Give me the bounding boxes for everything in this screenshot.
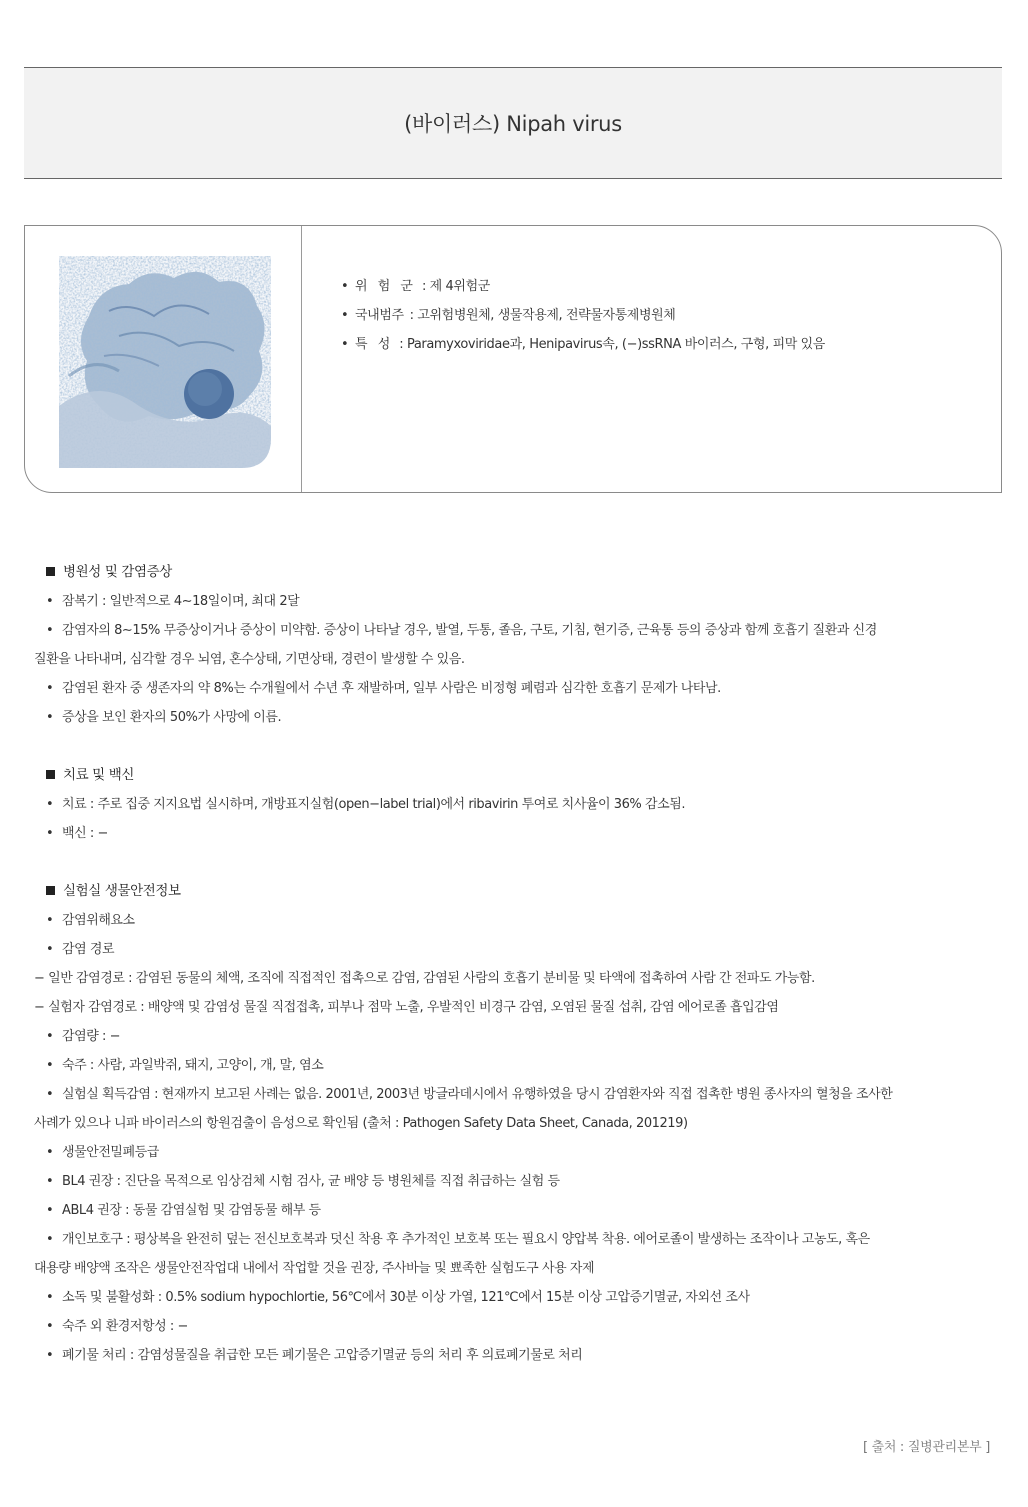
- square-bullet-icon: [46, 770, 55, 779]
- title-band: [24, 67, 1002, 179]
- section-pathogenicity: [34, 558, 976, 732]
- attribute-value: : 고위험병원체, 생물작용제, 전략물자통제병원체: [409, 308, 676, 323]
- virus-micrograph-image: [59, 256, 271, 468]
- section-treatment: [46, 761, 976, 848]
- text-line: • 숙주 외 환경저항성 : −: [46, 1319, 188, 1334]
- attribute-risk-group: [341, 272, 825, 301]
- section-heading: 치료 및 백신: [46, 761, 976, 790]
- content-body: [34, 558, 976, 1399]
- text-line: • 개인보호구 : 평상복을 완전히 덮는 전신보호복과 덧신 착용 후 추가적인 보호복 또는 필요시 양압복 착용. 에어로졸이 발생하는 조작이나 고농도, 혹은: [46, 1232, 870, 1247]
- text-line: • 실험실 획득감염 : 현재까지 보고된 사례는 없음. 2001년, 2003년 방글라데시에서 유행하였을 당시 감염환자와 직접 접촉한 병원 종사자의 혈청을 조사한: [46, 1087, 893, 1102]
- text-line: 대용량 배양액 조작은 생물안전작업대 내에서 작업할 것을 권장, 주사바늘 및 뾰족한 실험도구 사용 자제: [34, 1261, 595, 1276]
- attribute-characteristics: [341, 330, 825, 359]
- text-line: • 백신 : −: [46, 826, 108, 841]
- attribute-domestic-category: [341, 301, 825, 330]
- attribute-value: : 제 4위험군: [421, 279, 490, 294]
- text-line: • 소독 및 불활성화 : 0.5% sodium hypochlortie, 56℃에서 30분 이상 가열, 121℃에서 15분 이상 고압증기멸균, 자외선 조사: [46, 1290, 750, 1305]
- text-line: • 감염된 환자 중 생존자의 약 8%는 수개월에서 수년 후 재발하며, 일부 사람은 비정형 폐렴과 심각한 호흡기 문제가 나타남.: [46, 681, 721, 696]
- text-line: • ABL4 권장 : 동물 감염실험 및 감염동물 해부 등: [46, 1203, 321, 1218]
- page-title: (바이러스) Nipah virus: [404, 112, 622, 136]
- attribute-label: 특 성: [355, 337, 394, 352]
- attribute-label: 위 험 군: [355, 279, 416, 294]
- text-line: • 증상을 보인 환자의 50%가 사망에 이름.: [46, 710, 282, 725]
- bullet-icon: •: [341, 308, 349, 323]
- text-line: • 감염량 : −: [46, 1029, 121, 1044]
- square-bullet-icon: [46, 567, 55, 576]
- attribute-list: [341, 272, 825, 359]
- text-line: − 일반 감염경로 : 감염된 동물의 체액, 조직에 직접적인 접촉으로 감염, 감염된 사람의 호흡기 분비물 및 타액에 접촉하여 사람 간 전파도 가능함.: [34, 971, 815, 986]
- card-divider: [301, 226, 302, 492]
- attribute-value: : Paramyxoviridae과, Henipavirus속, (−)ssRNA 바이러스, 구형, 피막 있음: [399, 337, 825, 352]
- text-line: • 감염 경로: [46, 942, 115, 957]
- text-line: • BL4 권장 : 진단을 목적으로 임상검체 시험 검사, 균 배양 등 병원체를 직접 취급하는 실험 등: [46, 1174, 560, 1189]
- text-line: • 감염위해요소: [46, 913, 135, 928]
- info-card: [24, 225, 1002, 493]
- text-line: 질환을 나타내며, 심각할 경우 뇌염, 혼수상태, 기면상태, 경련이 발생할 수 있음.: [34, 652, 465, 667]
- text-line: − 실험자 감염경로 : 배양액 및 감염성 물질 직접접촉, 피부나 점막 노출, 우발적인 비경구 감염, 오염된 물질 섭취, 감염 에어로졸 흡입감염: [34, 1000, 779, 1015]
- bullet-icon: •: [341, 279, 349, 294]
- text-line: • 잠복기 : 일반적으로 4∼18일이며, 최대 2달: [46, 594, 300, 609]
- source-note: [ 출처 : 질병관리본부 ]: [862, 1440, 990, 1455]
- text-line: • 생물안전밀폐등급: [46, 1145, 159, 1160]
- section-lab-biosafety: [34, 877, 976, 1370]
- text-line: • 폐기물 처리 : 감염성물질을 취급한 모든 폐기물은 고압증기멸균 등의 처리 후 의료폐기물로 처리: [46, 1348, 583, 1363]
- text-line: • 치료 : 주로 집중 지지요법 실시하며, 개방표지실험(open−label trial)에서 ribavirin 투여로 치사율이 36% 감소됨.: [46, 797, 686, 812]
- text-line: • 숙주 : 사람, 과일박쥐, 돼지, 고양이, 개, 말, 염소: [46, 1058, 324, 1073]
- bullet-icon: •: [341, 337, 349, 352]
- section-heading: 병원성 및 감염증상: [46, 558, 976, 587]
- text-line: 사례가 있으나 니파 바이러스의 항원검출이 음성으로 확인됨 (출처 : Pathogen Safety Data Sheet, Canada, 201219): [34, 1116, 688, 1131]
- text-line: • 감염자의 8∼15% 무증상이거나 증상이 미약함. 증상이 나타날 경우, 발열, 두통, 졸음, 구토, 기침, 현기증, 근육통 등의 증상과 함께 호흡기 질환과 신경: [46, 623, 877, 638]
- section-heading: 실험실 생물안전정보: [46, 877, 976, 906]
- attribute-label: 국내범주: [355, 308, 404, 323]
- square-bullet-icon: [46, 886, 55, 895]
